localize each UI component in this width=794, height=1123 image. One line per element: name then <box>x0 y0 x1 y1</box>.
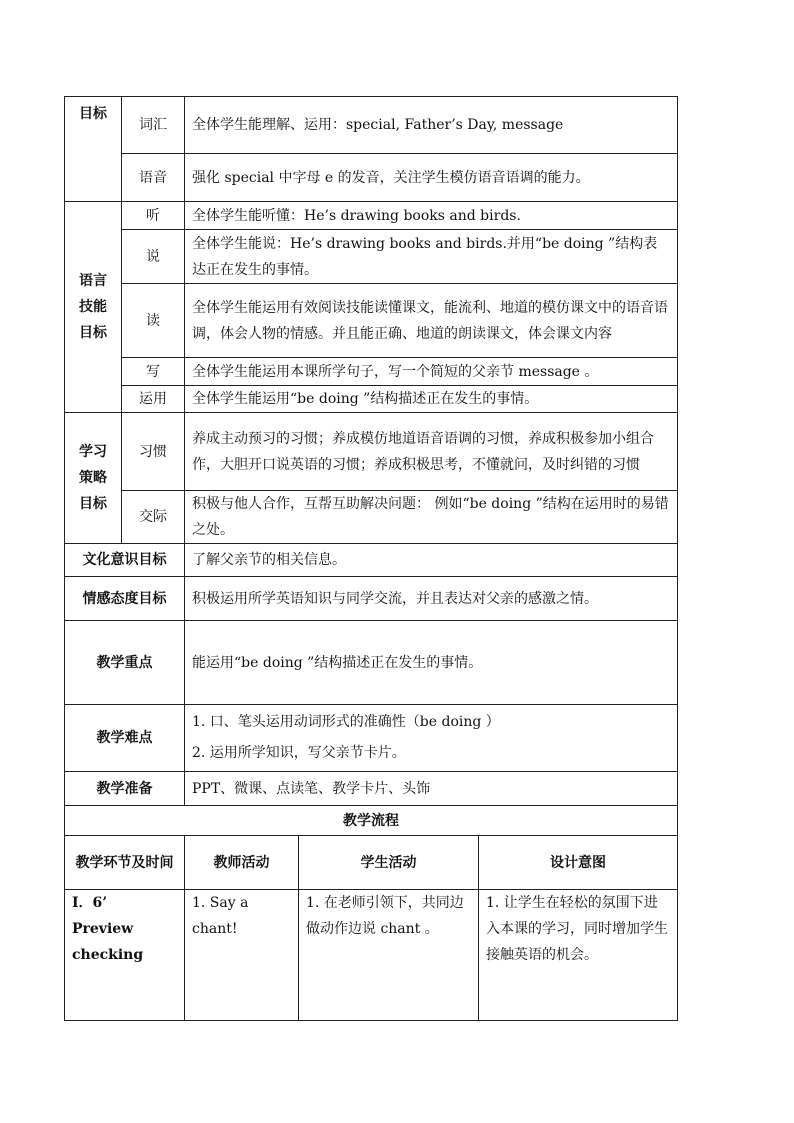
emotion-text: 积极运用所学英语知识与同学交流，并且表达对父亲的感激之情。 <box>185 577 678 621</box>
category-line: 技能 <box>79 299 107 315</box>
teacher-activity: 1. Say a chant! <box>185 890 299 1021</box>
category-line: 策略 <box>79 470 107 486</box>
pronunciation-text: 强化 special 中字母 e 的发音，关注学生模仿语音语调的能力。 <box>185 154 678 202</box>
communication-text: 积极与他人合作，互帮互助解决问题： 例如“be doing ”结构在运用时的易错之处。 <box>185 491 678 544</box>
process-title: 教学流程 <box>65 806 678 836</box>
stage-line: Preview <box>72 921 134 937</box>
header-teacher: 教师活动 <box>185 836 299 890</box>
read-label: 读 <box>122 284 185 358</box>
header-intent: 设计意图 <box>479 836 678 890</box>
culture-label: 文化意识目标 <box>65 544 185 577</box>
pronunciation-label: 语音 <box>122 154 185 202</box>
key-points-label: 教学重点 <box>65 621 185 705</box>
emotion-label: 情感态度目标 <box>65 577 185 621</box>
stage-line: checking <box>72 947 144 963</box>
student-activity: 1. 在老师引领下，共同边做动作边说 chant 。 <box>299 890 479 1021</box>
category-line: 语言 <box>79 273 107 289</box>
category-line: 学习 <box>79 444 107 460</box>
difficulties-list <box>185 705 678 772</box>
write-text: 全体学生能运用本课所学句子，写一个简短的父亲节 message 。 <box>185 358 678 386</box>
speak-text: 全体学生能说：He’s drawing books and birds.并用“be doing ”结构表达正在发生的事情。 <box>185 230 678 284</box>
culture-text: 了解父亲节的相关信息。 <box>185 544 678 577</box>
difficulty-item: 2. 运用所学知识，写父亲节卡片。 <box>192 745 406 761</box>
header-student: 学生活动 <box>299 836 479 890</box>
lesson-plan-table <box>64 96 678 1021</box>
difficulties-label: 教学难点 <box>65 705 185 772</box>
habit-text: 养成主动预习的习惯；养成模仿地道语音语调的习惯，养成积极参加小组合作，大胆开口说英语的习惯；养成积极思考，不懂就问，及时纠错的习惯 <box>185 413 678 491</box>
stage-cell <box>65 890 185 1021</box>
read-text: 全体学生能运用有效阅读技能读懂课文，能流利、地道的模仿课文中的语音语调，体会人物的情感。并且能正确、地道的朗读课文，体会课文内容 <box>185 284 678 358</box>
listen-text: 全体学生能听懂：He’s drawing books and birds. <box>185 202 678 230</box>
header-stage: 教学环节及时间 <box>65 836 185 890</box>
objectives-label: 目标 <box>65 97 122 202</box>
use-label: 运用 <box>122 386 185 413</box>
communication-label: 交际 <box>122 491 185 544</box>
vocab-label: 词汇 <box>122 97 185 154</box>
design-intent: 1. 让学生在轻松的氛围下进入本课的学习，同时增加学生接触英语的机会。 <box>479 890 678 1021</box>
write-label: 写 <box>122 358 185 386</box>
stage-line: I．6’ <box>72 895 108 911</box>
speak-label: 说 <box>122 230 185 284</box>
category-line: 目标 <box>79 496 107 512</box>
key-points-text: 能运用“be doing ”结构描述正在发生的事情。 <box>185 621 678 705</box>
difficulty-item: 1. 口、笔头运用动词形式的准确性（be doing ） <box>192 714 500 730</box>
use-text: 全体学生能运用“be doing ”结构描述正在发生的事情。 <box>185 386 678 413</box>
listen-label: 听 <box>122 202 185 230</box>
process-row <box>65 890 678 1021</box>
vocab-text: 全体学生能理解、运用：special, Father’s Day, message <box>185 97 678 154</box>
learning-strategy-category <box>65 413 122 544</box>
habit-label: 习惯 <box>122 413 185 491</box>
language-skills-category <box>65 202 122 413</box>
category-line: 目标 <box>79 325 107 341</box>
preparation-label: 教学准备 <box>65 772 185 806</box>
preparation-text: PPT、微课、点读笔、教学卡片、头饰 <box>185 772 678 806</box>
